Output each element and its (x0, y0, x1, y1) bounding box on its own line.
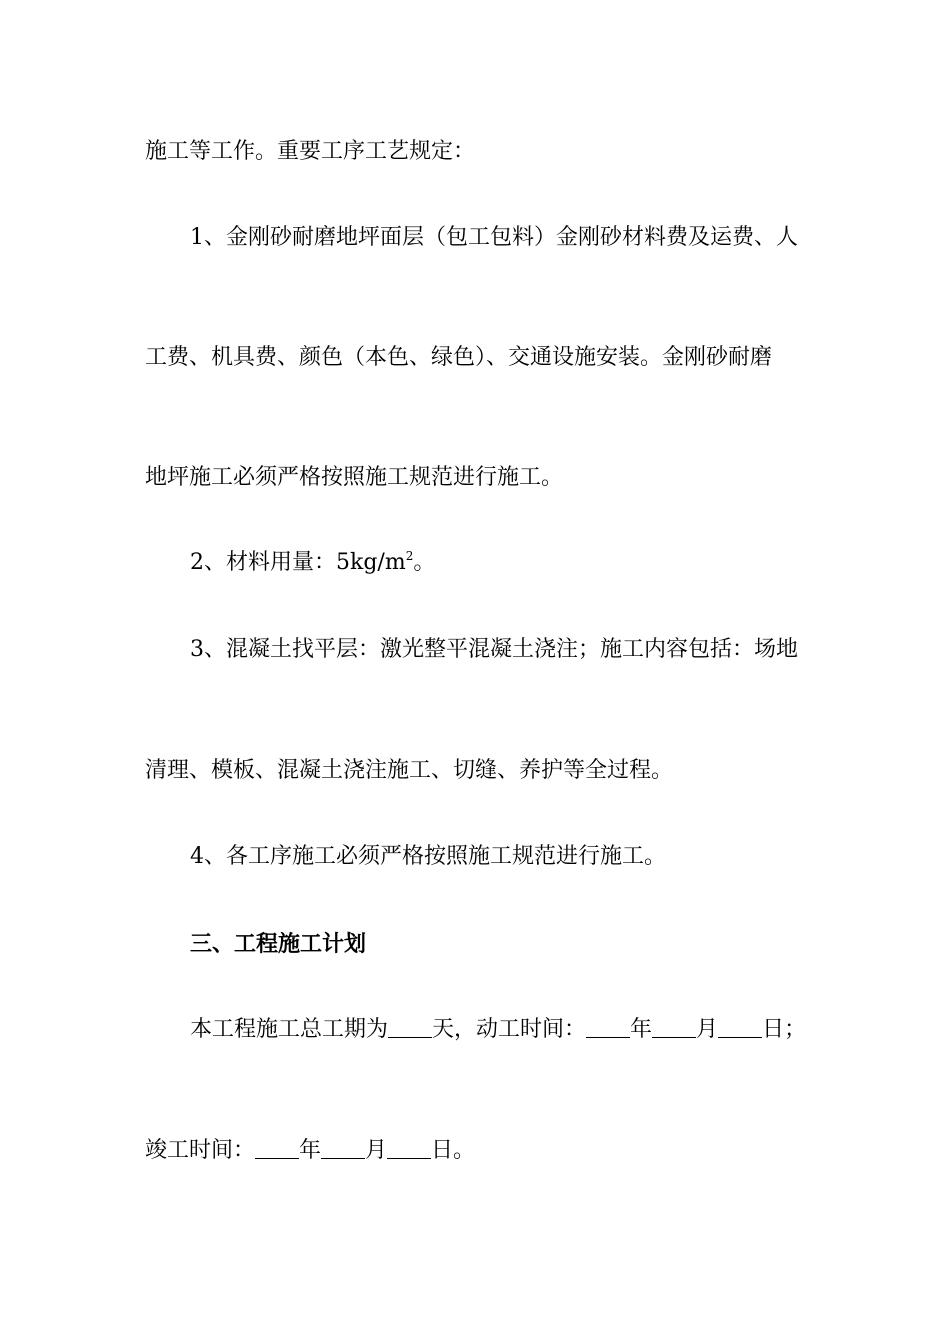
blank-field (388, 1015, 432, 1038)
period: 。 (413, 550, 436, 575)
year-unit: 年 (299, 1138, 322, 1163)
day-unit: 日。 (431, 1138, 476, 1163)
material-usage-text: 2、材料用量：5kg/m (190, 550, 406, 575)
completion-line (145, 1136, 475, 1166)
blank-field (387, 1136, 431, 1159)
duration-label: 本工程施工总工期为 (190, 1017, 389, 1042)
blank-field (718, 1015, 762, 1038)
month-unit: 月 (696, 1017, 719, 1042)
day-unit: 日； (762, 1017, 807, 1042)
paragraph-line: 清理、模板、混凝土浇注施工、切缝、养护等全过程。 (145, 758, 674, 783)
paragraph-line: 地坪施工必须严格按照施工规范进行施工。 (145, 465, 564, 490)
start-label: 天，动工时间： (432, 1017, 587, 1042)
completion-label: 竣工时间： (145, 1138, 256, 1163)
blank-field (586, 1015, 630, 1038)
blank-field (255, 1136, 299, 1159)
section-heading: 三、工程施工计划 (190, 931, 367, 957)
paragraph-line: 1、金刚砂耐磨地坪面层（包工包料）金刚砂材料费及运费、人 (190, 225, 798, 250)
material-usage-line (190, 548, 435, 578)
blank-field (321, 1136, 365, 1159)
paragraph-line: 4、各工序施工必须严格按照施工规范进行施工。 (190, 844, 666, 869)
paragraph-line: 施工等工作。重要工序工艺规定： (145, 139, 476, 164)
blank-field (652, 1015, 696, 1038)
month-unit: 月 (365, 1138, 388, 1163)
paragraph-line: 工费、机具费、颜色（本色、绿色）、交通设施安装。金刚砂耐磨 (145, 345, 773, 370)
paragraph-line: 3、混凝土找平层：激光整平混凝土浇注；施工内容包括：场地 (190, 637, 798, 662)
schedule-line (190, 1015, 806, 1045)
year-unit: 年 (630, 1017, 653, 1042)
superscript: 2 (405, 549, 414, 563)
